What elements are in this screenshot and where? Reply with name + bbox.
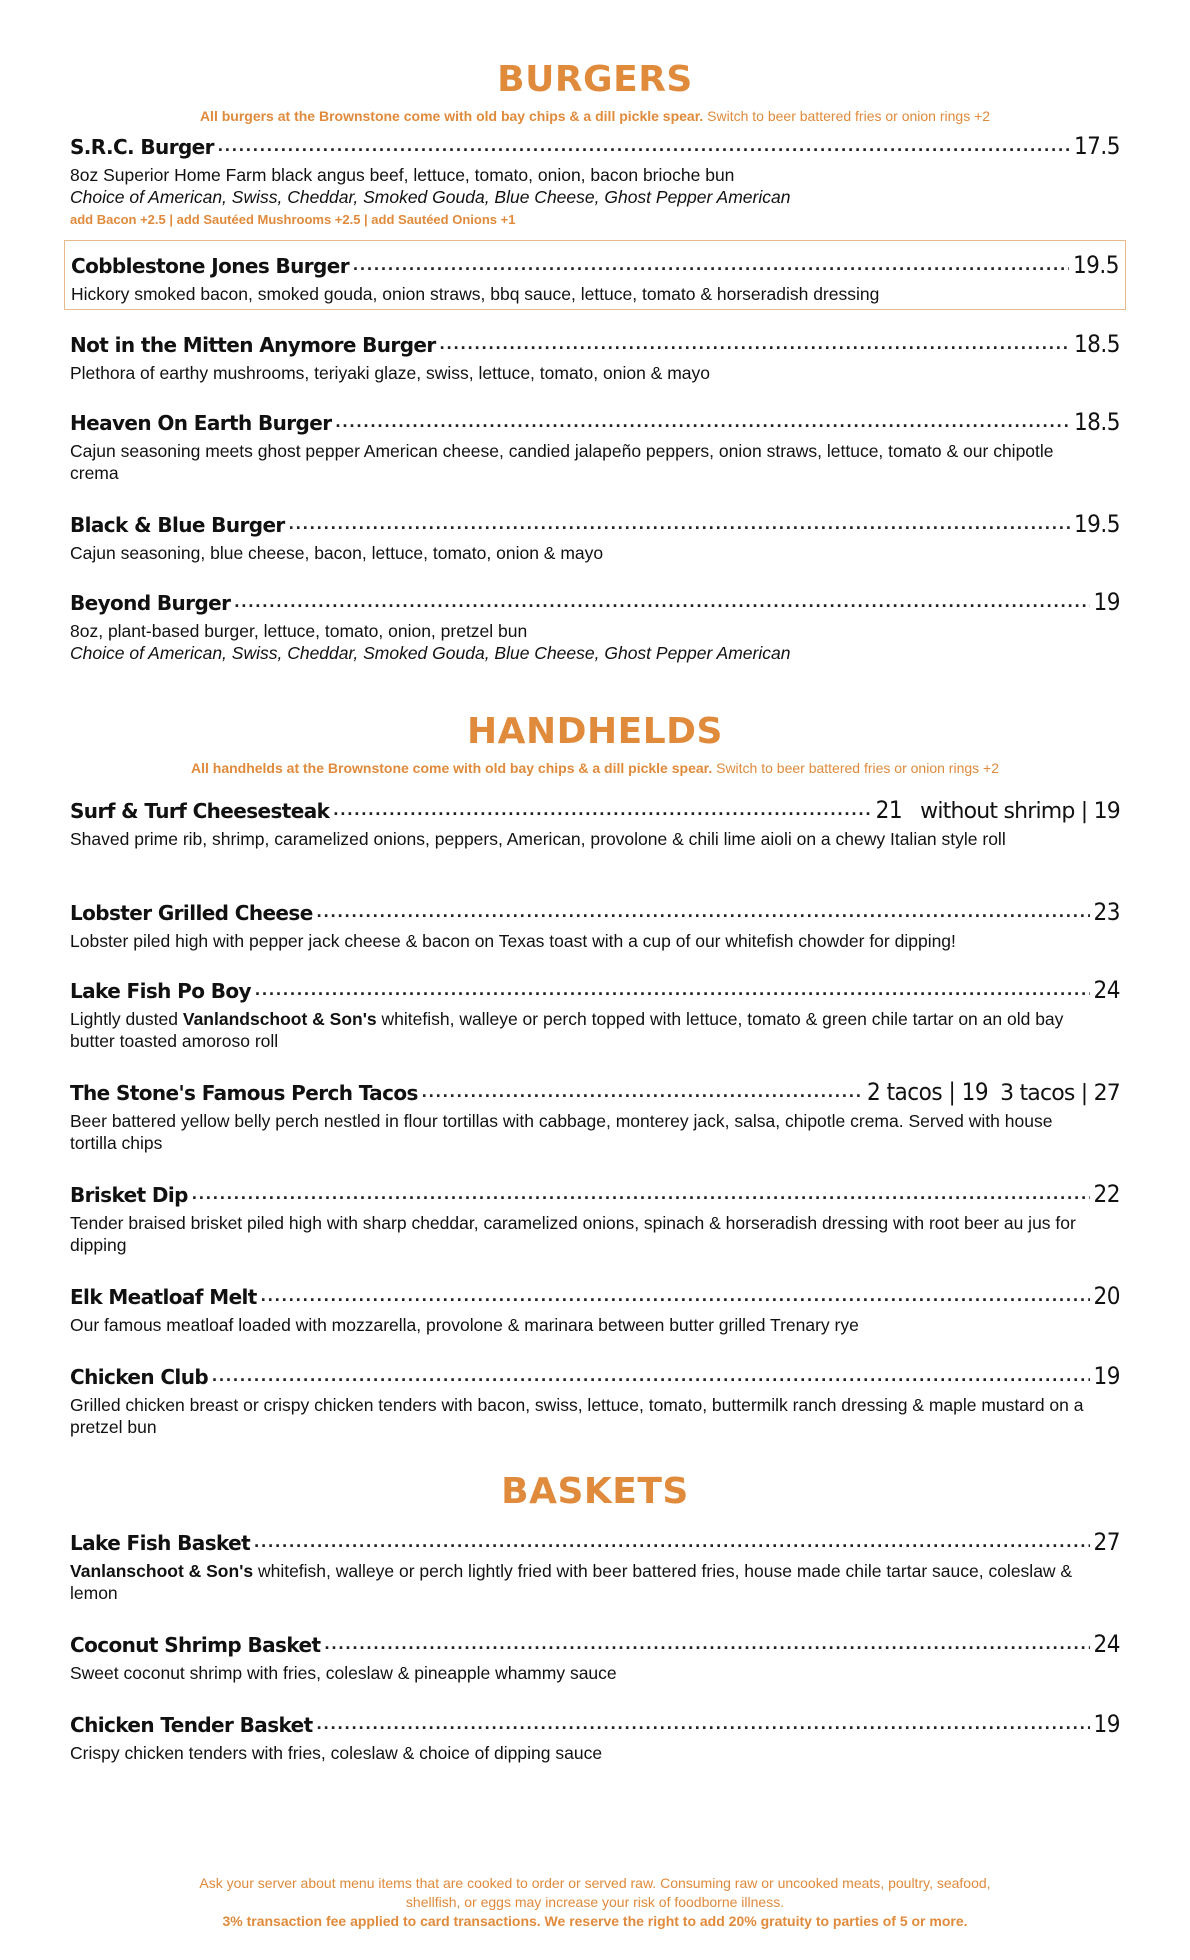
footer-notice — [70, 1874, 1120, 1931]
supplier-name: Vanlandschoot & Son's — [182, 1009, 377, 1029]
leader-dots — [333, 798, 871, 818]
item-name: Lake Fish Po Boy — [70, 979, 251, 1003]
item-description: Sweet coconut shrimp with fries, coleslaw & pineapple whammy sauce — [70, 1663, 617, 1683]
item-name: Lobster Grilled Cheese — [70, 901, 313, 925]
item-price: 24 — [1093, 1630, 1120, 1658]
menu-item-highlighted — [64, 240, 1126, 310]
desc-part: whitefish, walleye or perch lightly fried with beer battered fries, house made chile tartar sauce, coleslaw & lemon — [70, 1561, 1073, 1603]
item-price: 19.5 — [1072, 251, 1119, 279]
leader-dots — [289, 512, 1070, 532]
item-description: 8oz, plant-based burger, lettuce, tomato, onion, pretzel bun — [70, 621, 528, 641]
item-price-alt: 3 tacos | 27 — [1000, 1081, 1120, 1106]
item-addons: add Bacon +2.5 | add Sautéed Mushrooms +2.5 | add Sautéed Onions +1 — [70, 212, 516, 227]
leader-dots — [422, 1080, 863, 1100]
item-description — [70, 1560, 1120, 1604]
leader-dots — [192, 1182, 1090, 1202]
desc-part: Lightly dusted — [70, 1009, 183, 1029]
item-price: 23 — [1093, 898, 1120, 926]
supplier-name: Vanlanschoot & Son's — [70, 1561, 254, 1581]
menu-item — [70, 1180, 1120, 1256]
menu-item — [70, 976, 1120, 1052]
item-cheese-choice: Choice of American, Swiss, Cheddar, Smoked Gouda, Blue Cheese, Ghost Pepper American — [70, 187, 791, 207]
item-price: 17.5 — [1073, 132, 1120, 160]
leader-dots — [335, 410, 1069, 430]
menu-item — [70, 510, 1120, 564]
item-price: 19 — [1093, 588, 1120, 616]
burgers-section — [70, 59, 1120, 124]
menu-item — [70, 1078, 1120, 1154]
desc-part: whitefish, walleye or perch topped with lettuce, tomato & green chile tartar on an old bay butter toasted amoroso roll — [70, 1009, 1064, 1051]
item-description: 8oz Superior Home Farm black angus beef, lettuce, tomato, onion, bacon brioche bun — [70, 165, 735, 185]
item-price: 20 — [1093, 1282, 1120, 1310]
item-description: Grilled chicken breast or crispy chicken tenders with bacon, swiss, lettuce, tomato, buttermilk ranch dressing & maple mustard on a pretzel bun — [70, 1395, 1084, 1437]
leader-dots — [317, 1712, 1090, 1732]
menu-item — [70, 588, 1120, 664]
item-name: Chicken Club — [70, 1365, 209, 1389]
item-name: The Stone's Famous Perch Tacos — [70, 1081, 418, 1105]
baskets-title: BASKETS — [501, 1471, 689, 1512]
item-price: 18.5 — [1073, 330, 1120, 358]
menu-item — [70, 1630, 1120, 1684]
item-name: Coconut Shrimp Basket — [70, 1633, 321, 1657]
item-price: 21 — [875, 796, 903, 824]
item-price: 18.5 — [1073, 408, 1120, 436]
handhelds-title: HANDHELDS — [467, 711, 723, 752]
baskets-section — [70, 1471, 1120, 1512]
item-description: Our famous meatloaf loaded with mozzarella, provolone & marinara between butter grilled Trenary rye — [70, 1315, 859, 1335]
item-price: 19 — [1093, 1710, 1120, 1738]
leader-dots — [440, 332, 1070, 352]
item-description: Tender braised brisket piled high with sharp cheddar, caramelized onions, spinach & horseradish dressing with root beer au jus for dipping — [70, 1213, 1076, 1255]
handhelds-sub-rest: Switch to beer battered fries or onion rings +2 — [716, 760, 999, 776]
item-price-alt: without shrimp | 19 — [920, 799, 1120, 824]
leader-dots — [212, 1364, 1089, 1384]
handhelds-subtitle — [70, 760, 1120, 776]
menu-item — [70, 1528, 1120, 1604]
item-name: Surf & Turf Cheesesteak — [70, 799, 330, 823]
item-name: Not in the Mitten Anymore Burger — [70, 333, 436, 357]
footer-line-3: 3% transaction fee applied to card transactions. We reserve the right to add 20% gratuity to parties of 5 or more. — [222, 1913, 968, 1929]
leader-dots — [261, 1284, 1090, 1304]
menu-item — [70, 330, 1120, 384]
item-name: Beyond Burger — [70, 591, 231, 615]
burgers-sub-bold: All burgers at the Brownstone come with old bay chips & a dill pickle spear. — [199, 108, 704, 124]
leader-dots — [255, 978, 1090, 998]
item-price: 19.5 — [1073, 510, 1120, 538]
item-name: Heaven On Earth Burger — [70, 411, 332, 435]
burgers-subtitle — [70, 108, 1120, 124]
item-name: S.R.C. Burger — [70, 135, 214, 159]
item-name: Cobblestone Jones Burger — [71, 254, 349, 278]
footer-line-2: shellfish, or eggs may increase your risk of foodborne illness. — [405, 1894, 785, 1910]
item-name: Black & Blue Burger — [70, 513, 285, 537]
menu-item — [70, 1282, 1120, 1336]
menu-item — [70, 1710, 1120, 1764]
item-description: Shaved prime rib, shrimp, caramelized onions, peppers, American, provolone & chili lime aioli on a chewy Italian style roll — [70, 829, 1006, 849]
item-description: Cajun seasoning, blue cheese, bacon, lettuce, tomato, onion & mayo — [70, 543, 604, 563]
item-price: 27 — [1093, 1528, 1120, 1556]
item-description: Plethora of earthy mushrooms, teriyaki glaze, swiss, lettuce, tomato, onion & mayo — [70, 363, 711, 383]
burgers-title: BURGERS — [497, 59, 693, 100]
item-name: Elk Meatloaf Melt — [70, 1285, 257, 1309]
menu-item — [70, 796, 1120, 850]
leader-dots — [254, 1530, 1089, 1550]
handhelds-section — [70, 711, 1120, 776]
menu-item — [70, 1362, 1120, 1438]
leader-dots — [234, 590, 1089, 610]
item-description: Lobster piled high with pepper jack cheese & bacon on Texas toast with a cup of our whitefish chowder for dipping! — [70, 931, 956, 951]
leader-dots — [317, 900, 1090, 920]
item-name: Chicken Tender Basket — [70, 1713, 313, 1737]
menu-item — [70, 898, 1120, 952]
leader-dots — [324, 1632, 1089, 1652]
leader-dots — [353, 253, 1069, 273]
item-price: 24 — [1093, 976, 1120, 1004]
item-price: 2 tacos | 19 — [867, 1078, 989, 1106]
item-price: 22 — [1093, 1180, 1120, 1208]
burgers-sub-rest: Switch to beer battered fries or onion rings +2 — [707, 108, 991, 124]
menu-item — [70, 132, 1120, 227]
footer-line-1: Ask your server about menu items that are cooked to order or served raw. Consuming raw or uncooked meats, poultry, seafood, — [199, 1875, 991, 1891]
item-description: Crispy chicken tenders with fries, coleslaw & choice of dipping sauce — [70, 1743, 603, 1763]
item-description — [70, 1008, 1120, 1052]
item-cheese-choice: Choice of American, Swiss, Cheddar, Smoked Gouda, Blue Cheese, Ghost Pepper American — [70, 643, 791, 663]
handhelds-sub-bold: All handhelds at the Brownstone come with old bay chips & a dill pickle spear. — [190, 760, 713, 776]
item-description: Beer battered yellow belly perch nestled in flour tortillas with cabbage, monterey jack, salsa, chipotle crema. Served with house tortilla chips — [70, 1111, 1053, 1153]
item-price: 19 — [1093, 1362, 1120, 1390]
menu-item — [70, 408, 1120, 484]
item-description: Cajun seasoning meets ghost pepper American cheese, candied jalapeño peppers, onion straws, lettuce, tomato & our chipotle crema — [70, 441, 1054, 483]
leader-dots — [218, 134, 1070, 154]
item-name: Lake Fish Basket — [70, 1531, 251, 1555]
item-description: Hickory smoked bacon, smoked gouda, onion straws, bbq sauce, lettuce, tomato & horseradish dressing — [71, 284, 880, 304]
item-name: Brisket Dip — [70, 1183, 188, 1207]
